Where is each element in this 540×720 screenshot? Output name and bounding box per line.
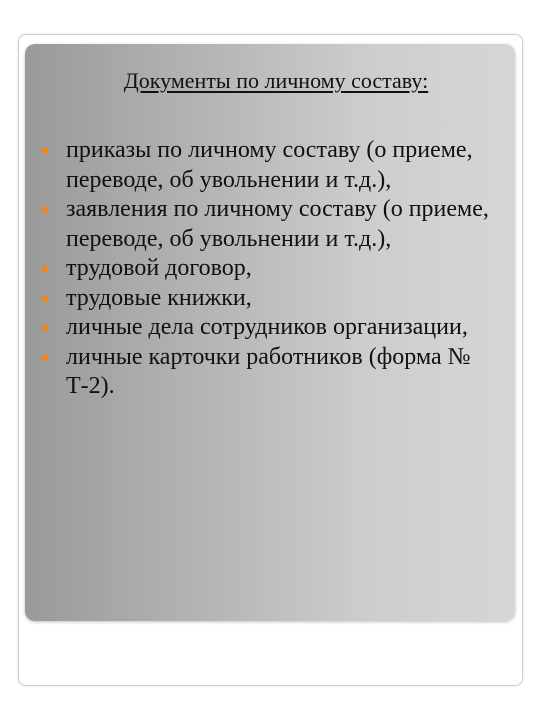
slide-title-text: Документы по личному составу:: [123, 68, 429, 93]
list-item: [38, 136, 518, 195]
slide-title: [0, 68, 540, 94]
list-item-text: заявления по личному составу (о приеме, переводе, об увольнении и т.д.),: [66, 196, 489, 252]
list-item: [38, 195, 518, 254]
list-item: [38, 254, 518, 284]
list-item: [38, 284, 518, 314]
list-item-text: трудовой договор,: [66, 255, 252, 281]
bullet-icon: [41, 265, 48, 272]
bullet-icon: [41, 295, 48, 302]
document-list: [38, 136, 518, 402]
list-item-text: личные карточки работников (форма № Т-2).: [66, 343, 471, 399]
list-item-text: трудовые книжки,: [66, 284, 252, 311]
list-item: [38, 313, 518, 343]
bullet-icon: [41, 206, 48, 213]
list-item-text: личные дела сотрудников организации,: [66, 314, 468, 340]
bullet-icon: [41, 354, 48, 361]
bullet-icon: [41, 147, 48, 154]
list-item: [38, 343, 518, 402]
bullet-icon: [41, 324, 48, 331]
list-item-text: приказы по личному составу (о приеме, переводе, об увольнении и т.д.),: [66, 137, 473, 193]
